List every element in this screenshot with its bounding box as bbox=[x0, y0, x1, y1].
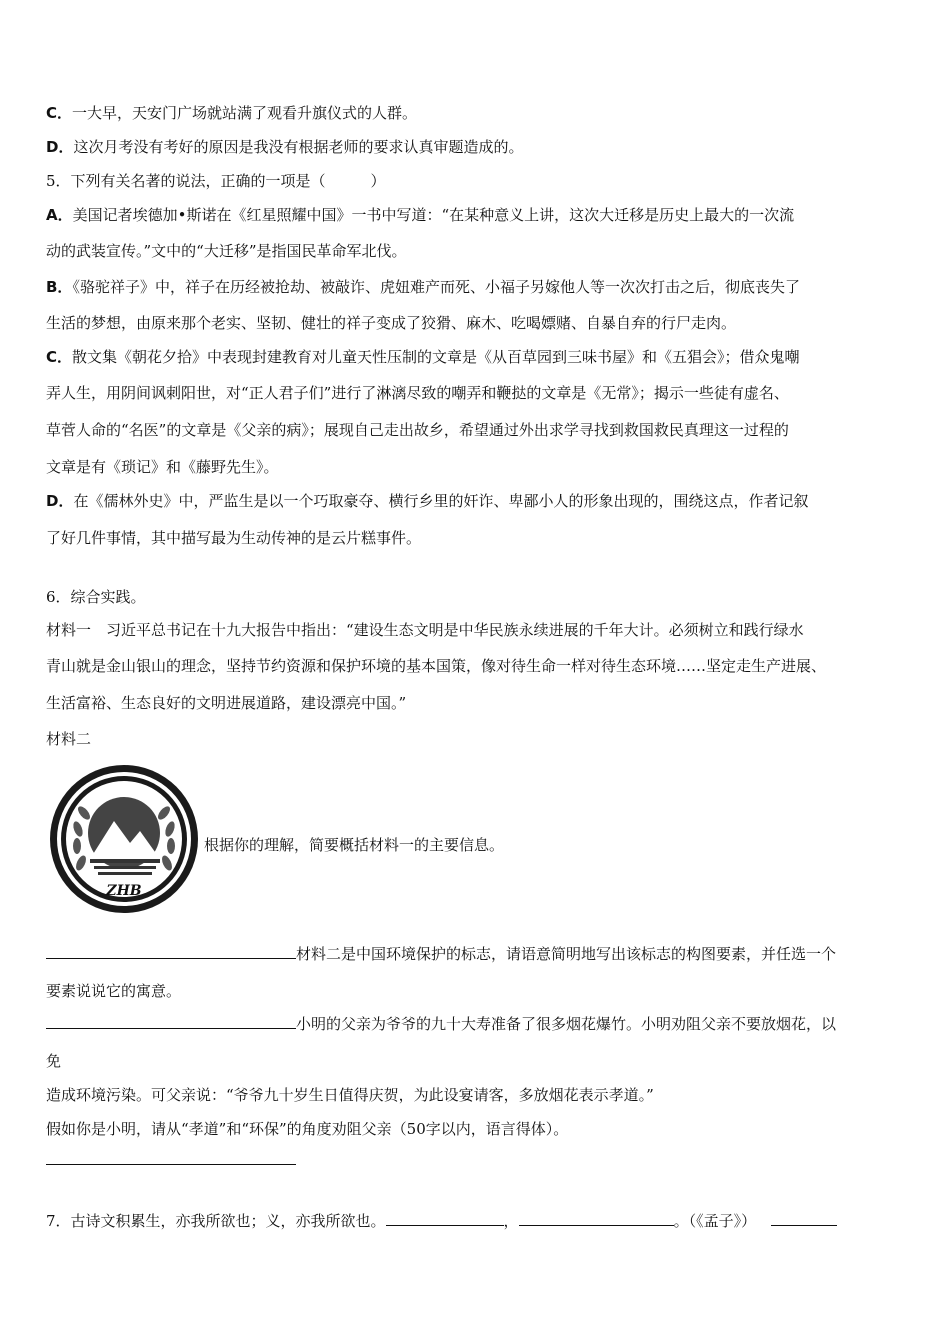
q5-option-a-cont: 动的武装宣传。”文中的“大迁移”是指国民革命军北伐。 bbox=[46, 242, 407, 260]
option-text: 一大早，天安门广场就站满了观看升旗仪式的人群。 bbox=[72, 104, 418, 122]
q5-option-c-cont2: 草菅人命的“名医”的文章是《父亲的病》；展现自己走出故乡，希望通过外出求学寻找到救国救民真理这一过程的 bbox=[46, 421, 789, 439]
answer-blank[interactable] bbox=[46, 1150, 296, 1165]
q5-option-d-cont: 了好几件事情，其中描写最为生动传神的是云片糕事件。 bbox=[46, 529, 422, 547]
q6-task-three-cont2: 造成环境污染。可父亲说：“爷爷九十岁生日值得庆贺，为此设宴请客，多放烟花表示孝道。” bbox=[46, 1086, 654, 1104]
q6-task-two bbox=[46, 944, 904, 964]
q5-option-c bbox=[46, 347, 904, 367]
question-text: 7．古诗文积累生，亦我所欲也；义，亦我所欲也。 bbox=[46, 1212, 386, 1230]
q5-option-c-cont3: 文章是有《琐记》和《藤野先生》。 bbox=[46, 458, 279, 476]
q5-stem: 5．下列有关名著的说法，正确的一项是（ ） bbox=[46, 172, 386, 190]
task-text: 小明的父亲为爷爷的九十大寿准备了很多烟花爆竹。小明劝阻父亲不要放烟花，以 bbox=[296, 1015, 837, 1033]
option-text: 这次月考没有考好的原因是我没有根据老师的要求认真审题造成的。 bbox=[73, 138, 524, 156]
q4-option-c bbox=[46, 103, 904, 123]
q6-material-one-cont1: 青山就是金山银山的理念，坚持节约资源和保护环境的基本国策，像对待生命一样对待生态环境……坚定走生产进展、 bbox=[46, 657, 827, 675]
option-label: D． bbox=[46, 492, 74, 510]
answer-blank[interactable] bbox=[519, 1211, 674, 1226]
task-text: 材料二是中国环境保护的标志，请语意简明地写出该标志的构图要素，并任选一个 bbox=[296, 945, 837, 963]
option-label: C． bbox=[46, 104, 73, 122]
q5-option-b bbox=[46, 277, 904, 297]
q6-answer-line bbox=[46, 1150, 904, 1170]
option-label: B． bbox=[46, 278, 73, 296]
q6-task-three-cont3: 假如你是小明，请从“孝道”和“环保”的角度劝阻父亲（50字以内，语言得体）。 bbox=[46, 1120, 569, 1138]
q6-task-one: 根据你的理解，简要概括材料一的主要信息。 bbox=[204, 836, 505, 854]
q6-material-two-label: 材料二 bbox=[46, 730, 92, 748]
separator: ， bbox=[503, 1212, 519, 1230]
q6-task-three-cont1: 免 bbox=[46, 1052, 62, 1070]
q6-material-one: 材料一 习近平总书记在十九大报告中指出：“建设生态文明是中华民族永续进展的千年大计。必须树立和践行绿水 bbox=[46, 621, 804, 639]
answer-blank[interactable] bbox=[46, 1014, 296, 1029]
environment-protection-logo bbox=[48, 763, 200, 915]
option-text: 《骆驼祥子》中，祥子在历经被抢劫、被敲诈、虎妞难产而死、小福子另嫁他人等一次次打击之后，彻底丧失了 bbox=[72, 278, 800, 296]
answer-blank[interactable] bbox=[386, 1211, 504, 1226]
option-text: 美国记者埃德加•斯诺在《红星照耀中国》一书中写道：“在某种意义上讲，这次大迁移是历史上最大的一次流 bbox=[72, 206, 795, 224]
option-text: 在《儒林外史》中，严监生是以一个巧取豪夺、横行乡里的奸诈、卑鄙小人的形象出现的，围绕这点，作者记叙 bbox=[73, 492, 809, 510]
option-label: D． bbox=[46, 138, 74, 156]
option-label: C． bbox=[46, 348, 73, 366]
option-text: 散文集《朝花夕拾》中表现封建教育对儿童天性压制的文章是《从百草园到三味书屋》和《五猖会》；借众鬼嘲 bbox=[72, 348, 800, 366]
q6-task-two-cont: 要素说说它的寓意。 bbox=[46, 982, 182, 1000]
q6-stem: 6．综合实践。 bbox=[46, 588, 146, 606]
q7-stem bbox=[46, 1211, 904, 1231]
answer-blank[interactable] bbox=[771, 1211, 837, 1226]
q5-option-c-cont1: 弄人生，用阴间讽刺阳世，对“正人君子们”进行了淋漓尽致的嘲弄和鞭挞的文章是《无常》；揭示一些徒有虚名、 bbox=[46, 384, 789, 402]
q5-option-a bbox=[46, 205, 904, 225]
water-icon bbox=[90, 859, 160, 875]
q5-option-d bbox=[46, 491, 904, 511]
q6-material-one-cont2: 生活富裕、生态良好的文明进展道路，建设漂亮中国。” bbox=[46, 694, 407, 712]
q4-option-d bbox=[46, 137, 904, 157]
answer-blank[interactable] bbox=[46, 944, 296, 959]
q5-option-b-cont: 生活的梦想，由原来那个老实、坚韧、健壮的祥子变成了狡猾、麻木、吃喝嫖赌、自暴自弃的行尸走肉。 bbox=[46, 314, 737, 332]
q6-task-three bbox=[46, 1014, 904, 1034]
logo-letters: ZHB bbox=[106, 883, 142, 899]
source-text: 。（《孟子》） bbox=[673, 1212, 757, 1230]
option-label: A． bbox=[46, 206, 73, 224]
